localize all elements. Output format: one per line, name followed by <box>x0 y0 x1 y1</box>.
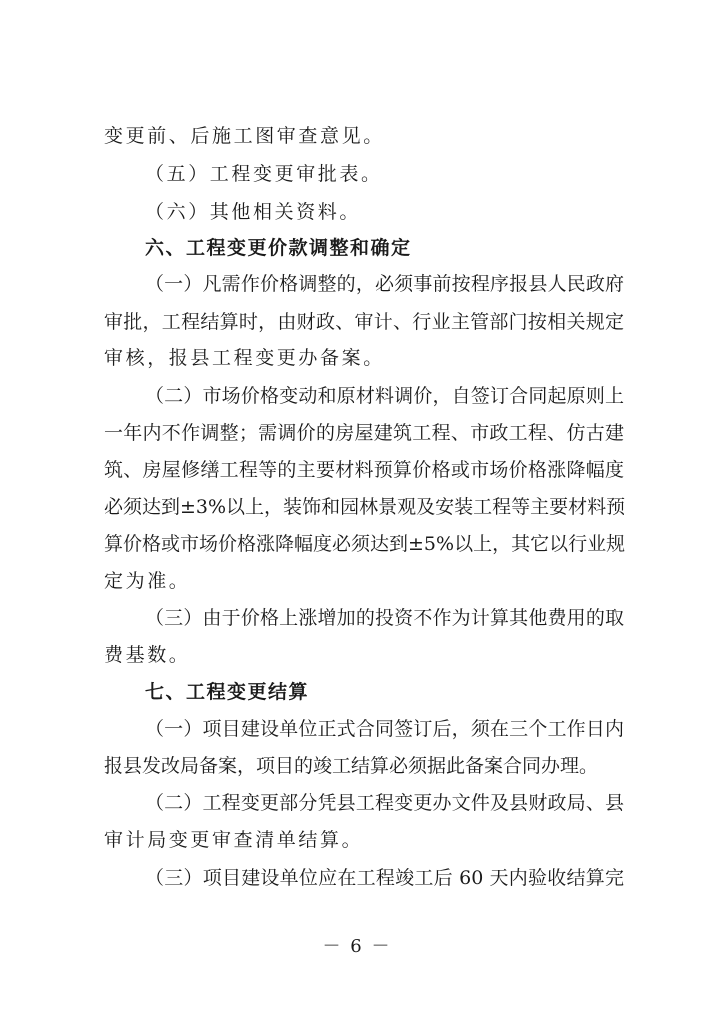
paragraph-line: 报县发改局备案，项目的竣工结算必须据此备案合同办理。 <box>104 755 599 777</box>
paragraph-line: （三）由于价格上涨增加的投资不作为计算其他费用的取 <box>145 607 624 629</box>
paragraph-line: （二）工程变更部分凭县工程变更办文件及县财政局、县 <box>145 792 624 814</box>
paragraph-line: 定为准。 <box>104 570 191 592</box>
paragraph-line: 必须达到±3%以上，装饰和园林景观及安装工程等主要材料预 <box>104 496 626 518</box>
paragraph-line: 算价格或市场价格涨降幅度必须达到±5%以上，其它以行业规 <box>104 533 626 555</box>
section-heading-7: 七、工程变更结算 <box>145 681 310 703</box>
paragraph-line: 筑、房屋修缮工程等的主要材料预算价格或市场价格涨降幅度 <box>104 459 624 481</box>
paragraph-line: 审计局变更审查清单结算。 <box>104 829 364 851</box>
text-line: 变更前、后施工图审查意见。 <box>104 125 385 147</box>
list-item-6: （六）其他相关资料。 <box>145 201 362 223</box>
paragraph-line: （一）项目建设单位正式合同签订后，须在三个工作日内 <box>145 718 624 740</box>
section-heading-6: 六、工程变更价款调整和确定 <box>145 237 412 259</box>
page-number: － 6 － <box>322 936 392 957</box>
paragraph-line: 审核，报县工程变更办备案。 <box>104 347 385 369</box>
paragraph-line: 审批，工程结算时，由财政、审计、行业主管部门按相关规定 <box>104 311 624 333</box>
paragraph-line: （二）市场价格变动和原材料调价，自签订合同起原则上 <box>145 385 624 407</box>
paragraph-line: 一年内不作调整；需调价的房屋建筑工程、市政工程、仿古建 <box>104 422 624 444</box>
paragraph-line: （一）凡需作价格调整的，必须事前按程序报县人民政府 <box>145 273 624 295</box>
list-item-5: （五）工程变更审批表。 <box>145 163 383 185</box>
paragraph-line: （三）项目建设单位应在工程竣工后 60 天内验收结算完 <box>145 867 624 889</box>
paragraph-line: 费基数。 <box>104 644 191 666</box>
